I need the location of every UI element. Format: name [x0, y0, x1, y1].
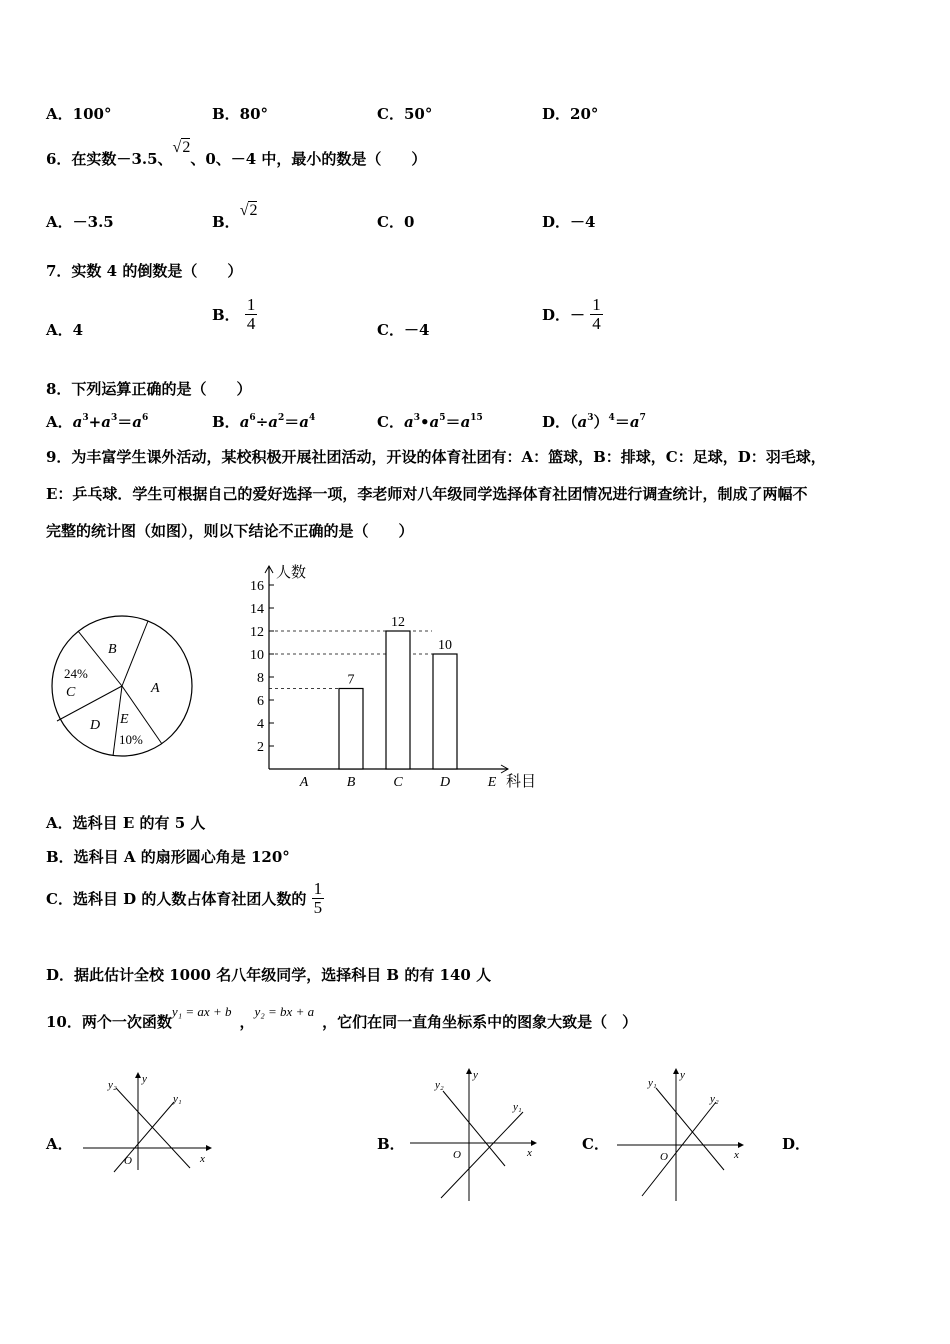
graph-c-label-o: O [660, 1151, 668, 1163]
q9-option-a: A．选科目 E 的有 5 人 [46, 814, 206, 832]
graph-a-label-y1: y₁ [173, 1093, 182, 1105]
q8-option-b: B．$a^6\div a^2=a^4$ [212, 413, 316, 431]
q5-option-b: B．80° [212, 105, 269, 123]
bar-y-tick-label: 2 [257, 740, 264, 755]
q5-option-a: A．100° [46, 105, 112, 123]
pie-label-c: C [66, 685, 76, 700]
graph-a-line-y1 [114, 1102, 174, 1172]
bar-y-tick-label: 16 [250, 579, 264, 594]
bar-data-label: 12 [391, 615, 405, 630]
pie-label-c-percent: 24% [64, 666, 88, 681]
q8-option-c: C．$a^3•a^5=a^{15}$ [377, 413, 483, 431]
bar-y-tick-label: 12 [250, 625, 264, 640]
q7-option-a: A．4 [46, 321, 84, 339]
q7-stem: 7．实数 4 的倒数是（ ） [46, 262, 243, 280]
bar-y-tick-label: 10 [250, 648, 264, 663]
bar-y-tick-label: 4 [257, 717, 264, 732]
q6-option-c: C．0 [377, 213, 415, 231]
q10-stem: 10．两个一次函数y₁ = ax + b，y₂ = bx + a，它们在同一直角坐标系中的图象大致是（ ） [46, 1004, 638, 1031]
graph-c-label-y: y [680, 1069, 685, 1081]
q6-option-a: A．－3.5 [46, 213, 114, 231]
graph-c-y-arrow [673, 1068, 679, 1074]
graph-b-label-y1: y₁ [513, 1101, 522, 1113]
q6-stem: 6．在实数－3.5、√2、0、－4 中，最小的数是（ ） [46, 139, 427, 168]
q6-option-d: D．－4 [542, 213, 596, 231]
bar-ylabel: 人数 [276, 565, 307, 581]
graph-c [612, 1066, 752, 1206]
q7-option-d: D．－ $\frac{1}{4}$ [542, 295, 601, 333]
q10-option-b: B． [377, 1135, 405, 1153]
bar-category-label: E [487, 775, 497, 790]
graph-c-label-y1: y₁ [648, 1077, 657, 1089]
q10-function-y1: y₁ = ax + b [171, 1004, 232, 1019]
pie-label-d: D [90, 718, 101, 733]
graph-c-x-arrow [738, 1142, 744, 1148]
q9-stem-line3: 完整的统计图（如图），则以下结论不正确的是（ ） [46, 522, 414, 540]
graph-a-x-arrow [206, 1145, 212, 1151]
pie-chart [48, 612, 198, 762]
bar-data-label: 7 [347, 672, 355, 688]
graph-b-label-x: x [527, 1147, 532, 1159]
graph-c-label-y2: y₂ [710, 1093, 719, 1105]
bar-chart [238, 558, 543, 790]
q8-stem: 8．下列运算正确的是（ ） [46, 380, 252, 398]
q10-option-a: A． [46, 1135, 73, 1153]
bar [433, 654, 457, 769]
q9-stem-line2: E：乒乓球．学生可根据自己的爱好选择一项，李老师对八年级同学选择体育社团情况进行调查统计，制成了两幅不 [46, 485, 808, 503]
pie-label-e: E [120, 712, 129, 727]
q8-option-a: A．$a^3+a^3=a^6$ [46, 413, 149, 431]
q7-option-c: C．－4 [377, 321, 430, 339]
q9-option-d: D．据此估计全校 1000 名八年级同学，选择科目 B 的有 140 人 [46, 966, 492, 984]
graph-a-label-o: O [124, 1155, 132, 1167]
bar-category-label: C [393, 775, 403, 790]
graph-a-label-x: x [200, 1153, 205, 1165]
graph-b [405, 1066, 545, 1206]
graph-a-y-arrow [135, 1072, 141, 1078]
bar-xlabel: 科目 [506, 774, 537, 790]
q10-option-d: D． [782, 1135, 811, 1153]
graph-a [78, 1070, 218, 1175]
q6-option-b: B．√2 [212, 202, 258, 231]
bar-category-label: A [299, 775, 309, 790]
bar-y-tick-label: 8 [257, 671, 264, 686]
q9-stem-line1: 9．为丰富学生课外活动，某校积极开展社团活动，开设的体育社团有：A：篮球，B：排球，C：足球，D：羽毛球， [46, 448, 826, 466]
graph-b-label-y: y [473, 1069, 478, 1081]
graph-b-label-y2: y₂ [435, 1079, 444, 1091]
bar [386, 631, 410, 769]
q8-option-d: D．$(a^3)^4=a^7$ [542, 413, 646, 431]
q9-option-b: B．选科目 A 的扇形圆心角是 120° [46, 848, 290, 866]
bar-y-tick-label: 6 [257, 694, 264, 709]
graph-b-label-o: O [453, 1149, 461, 1161]
graph-b-y-arrow [466, 1068, 472, 1074]
q10-function-y2: y₂ = bx + a [254, 1004, 315, 1019]
q10-option-c: C． [582, 1135, 609, 1153]
bar-data-label: 10 [438, 638, 452, 653]
q5-option-c: C．50° [377, 105, 433, 123]
bar-category-label: D [439, 775, 451, 790]
pie-label-b: B [108, 642, 117, 657]
graph-c-label-x: x [734, 1149, 739, 1161]
bar-y-tick-label: 14 [250, 602, 264, 617]
q7-option-b: B． $\frac{1}{4}$ [212, 295, 256, 333]
graph-a-label-y: y [142, 1073, 147, 1085]
graph-b-x-arrow [531, 1140, 537, 1146]
bar [339, 689, 363, 770]
pie-label-e-percent: 10% [119, 732, 143, 747]
graph-a-label-y2: y₂ [108, 1079, 117, 1091]
q5-option-d: D．20° [542, 105, 599, 123]
pie-label-a: A [151, 681, 160, 696]
bar-category-label: B [346, 775, 356, 790]
q9-option-c: C．选科目 D 的人数占体育社团人数的 $\frac{1}{5}$ [46, 879, 323, 917]
